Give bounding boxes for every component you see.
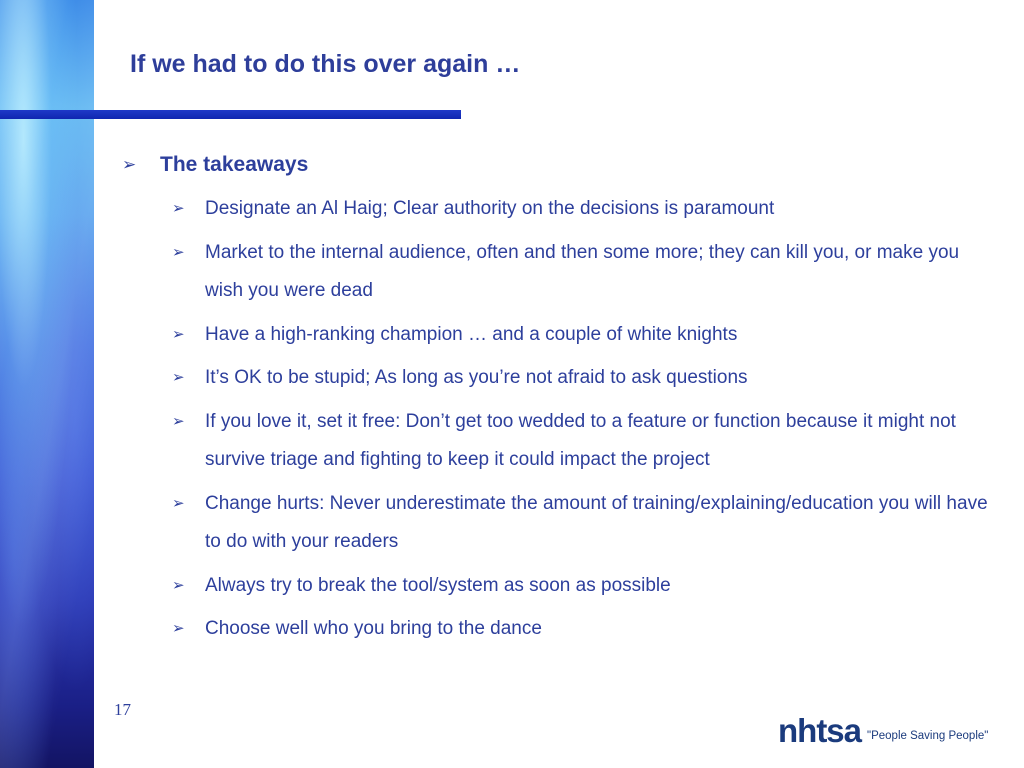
list-item bbox=[122, 610, 1002, 649]
arrow-bullet-icon: ➢ bbox=[172, 494, 185, 512]
title-underline-bar bbox=[0, 110, 461, 119]
logo-wordmark: nhtsa bbox=[778, 712, 862, 749]
arrow-bullet-icon: ➢ bbox=[172, 325, 185, 343]
list-item bbox=[122, 567, 1002, 606]
list-item-text: Choose well who you bring to the dance bbox=[205, 618, 542, 639]
arrow-bullet-icon: ➢ bbox=[172, 200, 185, 217]
arrow-bullet-icon: ➢ bbox=[172, 243, 185, 261]
list-item-text: Designate an Al Haig; Clear authority on the decisions is paramount bbox=[205, 198, 775, 219]
arrow-bullet-icon: ➢ bbox=[172, 412, 185, 430]
list-item bbox=[122, 403, 1002, 480]
slide-title: If we had to do this over again … bbox=[130, 50, 521, 78]
list-item-text: Market to the internal audience, often and then some more; they can kill you, or make you wish you were dead bbox=[205, 241, 960, 301]
list-item bbox=[122, 316, 1002, 355]
list-item-text: If you love it, set it free: Don’t get too wedded to a feature or function because it might not survive triage and fighting to keep it could impact the project bbox=[205, 410, 956, 470]
section-heading bbox=[122, 150, 1002, 180]
arrow-bullet-icon: ➢ bbox=[122, 155, 137, 174]
arrow-bullet-icon: ➢ bbox=[172, 369, 185, 386]
takeaways-list bbox=[122, 190, 1002, 649]
arrow-bullet-icon: ➢ bbox=[172, 576, 185, 594]
list-item-text: Have a high-ranking champion … and a couple of white knights bbox=[205, 323, 738, 345]
slide-content bbox=[122, 150, 1002, 654]
nhtsa-logo bbox=[778, 712, 989, 749]
arrow-bullet-icon: ➢ bbox=[172, 620, 185, 637]
page-number: 17 bbox=[114, 700, 131, 719]
list-item-text: It’s OK to be stupid; As long as you’re not afraid to ask questions bbox=[205, 367, 748, 388]
list-item-text: Always try to break the tool/system as soon as possible bbox=[205, 574, 671, 596]
list-item bbox=[122, 190, 1002, 229]
list-item-text: Change hurts: Never underestimate the amount of training/explaining/education you will have to do with your readers bbox=[205, 492, 988, 552]
list-item bbox=[122, 485, 1002, 562]
list-item bbox=[122, 359, 1002, 398]
section-heading-text: The takeaways bbox=[160, 153, 309, 176]
list-item bbox=[122, 234, 1002, 311]
logo-tagline: "People Saving People" bbox=[867, 730, 989, 742]
